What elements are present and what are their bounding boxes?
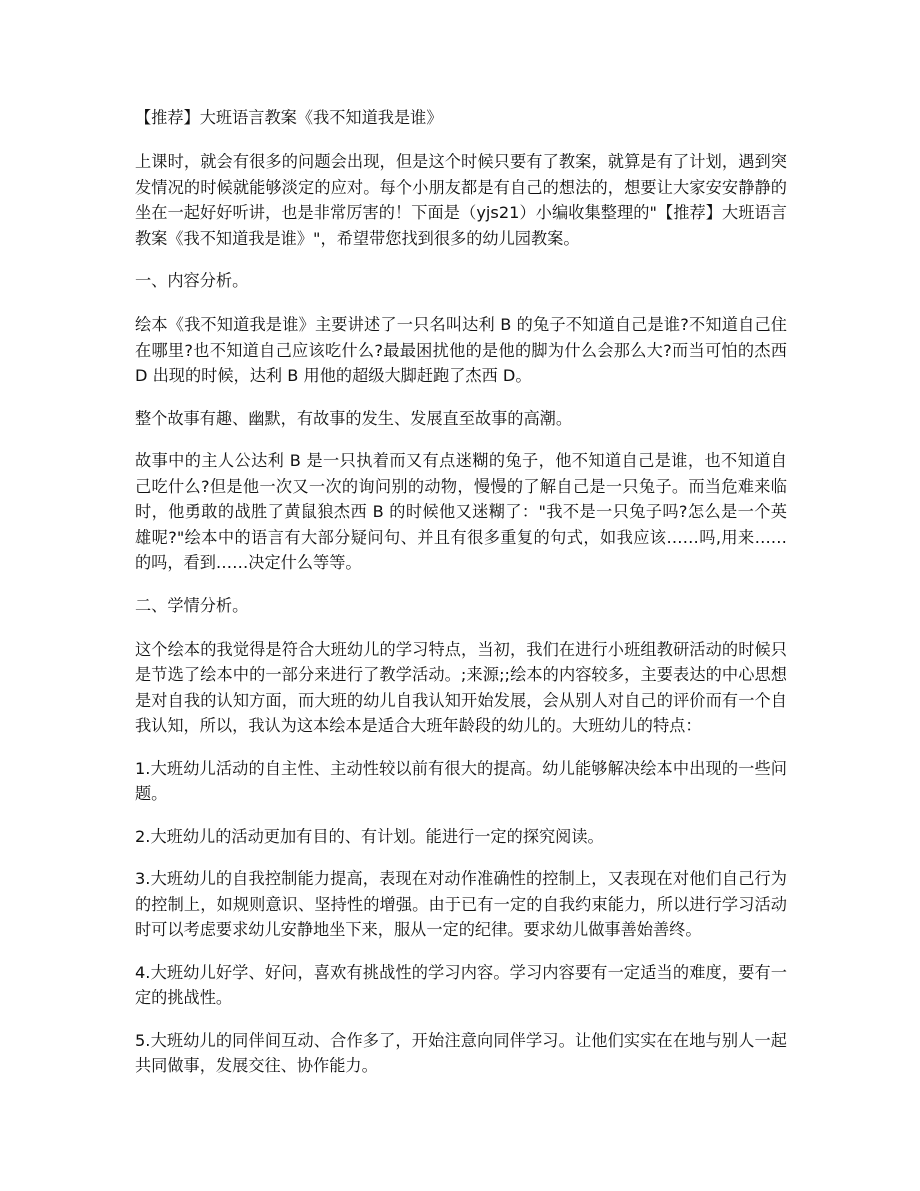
paragraph: 这个绘本的我觉得是符合大班幼儿的学习特点，当初，我们在进行小班组教研活动的时候只是节选了绘本中的一部分来进行了教学活动。;来源;;绘本的内容较多，主要表达的中心思想是对自我的认知方面，而大班的幼儿自我认知开始发展，会从别人对自己的评价而有一个自我认知，所以，我认为这本绘本是适合大班年龄段的幼儿的。大班幼儿的特点： bbox=[135, 639, 787, 735]
document-title: 【推荐】大班语言教案《我不知道我是谁》 bbox=[135, 108, 443, 127]
document-body bbox=[135, 104, 787, 1096]
list-item: 4.大班幼儿好学、好问，喜欢有挑战性的学习内容。学习内容要有一定适当的难度，要有一定的挑战性。 bbox=[135, 962, 787, 1007]
section-heading-learning-analysis: 二、学情分析。 bbox=[135, 595, 249, 615]
section-heading-content-analysis: 一、内容分析。 bbox=[135, 271, 249, 290]
list-item: 1.大班幼儿活动的自主性、主动性较以前有很大的提高。幼儿能够解决绘本中出现的一些问题。 bbox=[135, 758, 787, 803]
paragraph: 故事中的主人公达利 B 是一只执着而又有点迷糊的兔子，他不知道自己是谁，也不知道自己吃什么?但是他一次又一次的询问别的动物，慢慢的了解自己是一只兔子。而当危难来临时，他勇敢的战胜了黄鼠狼杰西 B 的时候他又迷糊了："我不是一只兔子吗?怎么是一个英雄呢?"绘本中的语言有大部分疑问句、并且有很多重复的句式，如我应该……吗,用来……的吗，看到……决定什么等等。 bbox=[135, 451, 787, 572]
list-item: 3.大班幼儿的自我控制能力提高，表现在对动作准确性的控制上，又表现在对他们自己行为的控制上，如规则意识、坚持性的增强。由于已有一定的自我约束能力，所以进行学习活动时可以考虑要求幼儿安静地坐下来，服从一定的纪律。要求幼儿做事善始善终。 bbox=[135, 869, 787, 939]
paragraph: 整个故事有趣、幽默，有故事的发生、发展直至故事的高潮。 bbox=[135, 408, 573, 428]
paragraph: 绘本《我不知道我是谁》主要讲述了一只名叫达利 B 的兔子不知道自己是谁?不知道自己住在哪里?也不知道自己应该吃什么?最最困扰他的是他的脚为什么会那么大?而当可怕的杰西 D 出现的时候，达利 B 用他的超级大脚赶跑了杰西 D。 bbox=[135, 315, 787, 385]
intro-paragraph: 上课时，就会有很多的问题会出现，但是这个时候只要有了教案，就算是有了计划，遇到突发情况的时候就能够淡定的应对。每个小朋友都是有自己的想法的，想要让大家安安静静的坐在一起好好听讲，也是非常厉害的！下面是（yjs21）小编收集整理的"【推荐】大班语言教案《我不知道我是谁》"，希望带您找到很多的幼儿园教案。 bbox=[135, 152, 787, 248]
list-item: 5.大班幼儿的同伴间互动、合作多了，开始注意向同伴学习。让他们实实在在地与别人一起共同做事，发展交往、协作能力。 bbox=[135, 1030, 787, 1075]
list-item: 2.大班幼儿的活动更加有目的、有计划。能进行一定的探究阅读。 bbox=[135, 826, 604, 846]
